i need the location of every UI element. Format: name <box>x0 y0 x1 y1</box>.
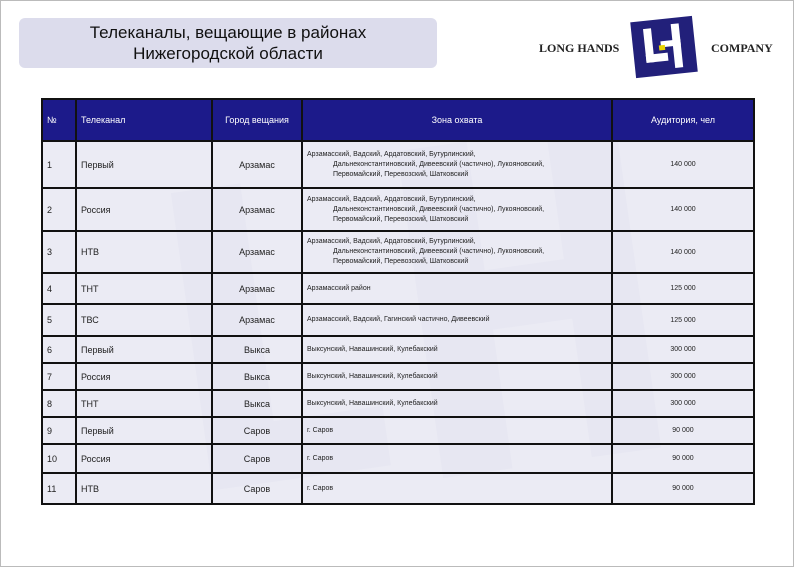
zone-line: Первомайский, Перевозский, Шатковский <box>333 258 469 265</box>
zone-line: Выксунский, Навашинский, Кулебакский <box>307 399 438 407</box>
table-row <box>42 188 754 231</box>
zone-line: Первомайский, Перевозский, Шатковский <box>333 215 469 223</box>
table-row <box>42 417 754 444</box>
row-city: Арзамас <box>212 141 302 188</box>
row-city: Арзамас <box>212 273 302 304</box>
row-audience: 90 000 <box>612 473 754 504</box>
row-city: Саров <box>212 473 302 504</box>
row-num: 5 <box>42 304 76 336</box>
row-zone <box>302 444 612 473</box>
row-audience: 90 000 <box>612 417 754 444</box>
row-channel: Первый <box>76 336 212 363</box>
zone-line: Арзамасский, Вадский, Ардатовский, Бутурлинский, <box>307 238 476 245</box>
row-audience: 140 000 <box>612 188 754 231</box>
row-city: Саров <box>212 417 302 444</box>
row-audience: 300 000 <box>612 390 754 417</box>
row-zone <box>302 417 612 444</box>
header-channel: Телеканал <box>76 99 212 141</box>
row-audience: 90 000 <box>612 444 754 473</box>
row-num: 9 <box>42 417 76 444</box>
zone-line: г. Саров <box>307 484 334 492</box>
zone-line: Выксунский, Навашинский, Кулебакский <box>307 345 438 353</box>
row-num: 2 <box>42 188 76 231</box>
zone-line: г. Саров <box>307 426 334 434</box>
row-audience: 140 000 <box>612 231 754 273</box>
zone-line: Дальнеконстантиновский, Дивеевский (частично), Лукояновский, <box>333 160 545 168</box>
row-city: Саров <box>212 444 302 473</box>
row-num: 6 <box>42 336 76 363</box>
row-city: Арзамас <box>212 304 302 336</box>
zone-line: Арзамасский район <box>307 284 371 292</box>
row-channel: ТНТ <box>76 390 212 417</box>
table-row <box>42 473 754 504</box>
row-zone <box>302 273 612 304</box>
row-zone <box>302 363 612 390</box>
row-city: Выкса <box>212 363 302 390</box>
row-num: 8 <box>42 390 76 417</box>
table-header <box>42 99 754 141</box>
row-num: 11 <box>42 473 76 504</box>
logo-text-right: COMPANY <box>711 41 773 55</box>
row-channel: Первый <box>76 417 212 444</box>
row-city: Арзамас <box>212 231 302 273</box>
row-channel: Россия <box>76 188 212 231</box>
row-channel: ТНТ <box>76 273 212 304</box>
lh-logo-icon <box>630 16 698 78</box>
zone-line: Дальнеконстантиновский, Дивеевский (частично), Лукояновский, <box>333 248 545 255</box>
row-audience: 125 000 <box>612 273 754 304</box>
table-row <box>42 390 754 417</box>
zone-line: Арзамасский, Вадский, Ардатовский, Бутурлинский, <box>307 195 476 203</box>
row-audience: 125 000 <box>612 304 754 336</box>
zone-line: Первомайский, Перевозский, Шатковский <box>333 170 469 178</box>
row-num: 4 <box>42 273 76 304</box>
zone-line: г. Саров <box>307 454 334 462</box>
row-zone <box>302 336 612 363</box>
table-row <box>42 336 754 363</box>
zone-line: Выксунский, Навашинский, Кулебакский <box>307 372 438 380</box>
table-row <box>42 273 754 304</box>
company-logo <box>539 19 779 79</box>
title-line-2: Нижегородской области <box>133 44 323 63</box>
row-channel: Россия <box>76 444 212 473</box>
row-zone <box>302 141 612 188</box>
row-city: Выкса <box>212 390 302 417</box>
title-line-1: Телеканалы, вещающие в районах <box>89 23 367 42</box>
row-zone <box>302 231 612 273</box>
header-num: № <box>42 99 76 141</box>
header-audience: Аудитория, чел <box>612 99 754 141</box>
channels-table <box>41 98 755 505</box>
row-num: 1 <box>42 141 76 188</box>
row-city: Выкса <box>212 336 302 363</box>
table-row <box>42 444 754 473</box>
header-zone: Зона охвата <box>302 99 612 141</box>
logo-text-left: LONG HANDS <box>539 41 620 55</box>
zone-line: Арзамасский, Вадский, Ардатовский, Бутурлинский, <box>307 150 476 158</box>
zone-line: Дальнеконстантиновский, Дивеевский (частично), Лукояновский, <box>333 205 545 213</box>
row-audience: 300 000 <box>612 336 754 363</box>
header-city: Город вещания <box>212 99 302 141</box>
page-title <box>19 18 437 68</box>
row-zone <box>302 188 612 231</box>
row-audience: 300 000 <box>612 363 754 390</box>
row-channel: НТВ <box>76 473 212 504</box>
table-row <box>42 231 754 273</box>
row-num: 7 <box>42 363 76 390</box>
row-channel: Россия <box>76 363 212 390</box>
table-row <box>42 304 754 336</box>
table-row <box>42 363 754 390</box>
row-city: Арзамас <box>212 188 302 231</box>
row-zone <box>302 473 612 504</box>
zone-line: Арзамасский, Вадский, Гагинский частично, Дивеевский <box>307 316 490 323</box>
row-zone <box>302 304 612 336</box>
row-channel: Первый <box>76 141 212 188</box>
row-num: 10 <box>42 444 76 473</box>
row-num: 3 <box>42 231 76 273</box>
row-audience: 140 000 <box>612 141 754 188</box>
table-row <box>42 141 754 188</box>
row-channel: ТВС <box>76 304 212 336</box>
row-zone <box>302 390 612 417</box>
row-channel: НТВ <box>76 231 212 273</box>
